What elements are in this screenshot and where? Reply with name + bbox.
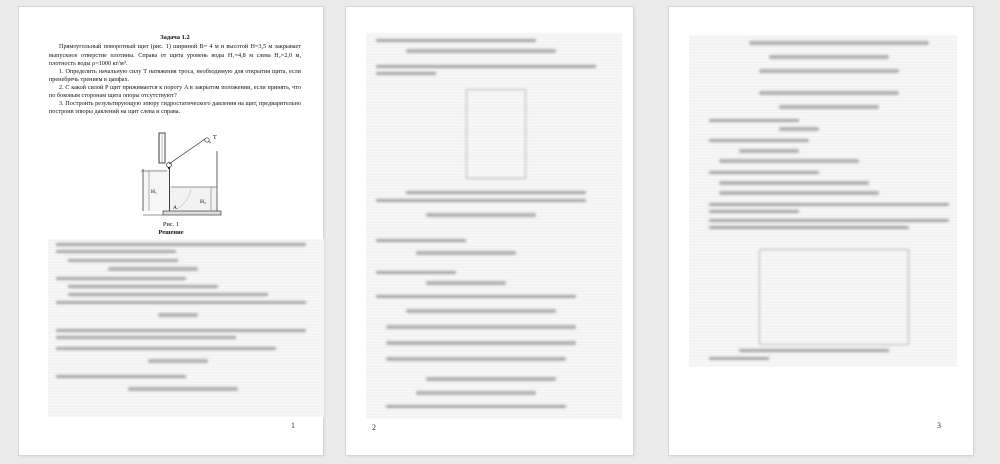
problem-paragraph: 2. С какой силой P щит прижимается к порогу A в закрытом положении, если принять, что по боковым сторонам щита опоры отсутствуют? <box>49 83 301 99</box>
page-number: 1 <box>291 421 295 430</box>
problem-statement <box>49 34 301 116</box>
problem-paragraph: Прямоугольный поворотный щит (рис. 1) шириной B= 4 м и высотой H=3,5 м закрывает выпускное отверстие плотины. Справа от щита уровень воды H₁=4,8 м слева H₂=2,0 м, плотность воды ρ=1000 кг/м³. <box>49 43 301 67</box>
figure-caption: Рис. 1 <box>162 221 180 228</box>
page2-content-blurred <box>366 33 622 419</box>
problem-paragraph: 1. Определить начальную силу T натяжения троса, необходимую для открытия щита, если пренебречь трением в цапфах. <box>49 67 301 83</box>
cable <box>169 139 211 164</box>
h1-label: H₁ <box>151 189 157 195</box>
solution-text-blurred <box>48 239 324 417</box>
t-label: T <box>213 135 217 141</box>
document-page-2 <box>346 7 633 455</box>
page3-content-blurred <box>689 35 957 367</box>
h2-label: H₂ <box>200 199 206 205</box>
problem-paragraph: 3. Построить результирующую эпюру гидростатического давления на щит, предварительно построив эпюры давлений на щит слева и справа. <box>49 99 301 115</box>
page-number: 3 <box>937 421 941 430</box>
document-page-3 <box>669 7 973 455</box>
solution-heading: Решение <box>158 229 184 236</box>
a-label: A <box>173 205 177 211</box>
sill <box>163 211 221 215</box>
gate-figure <box>137 131 227 223</box>
problem-title: Задача 1.2 <box>160 34 190 41</box>
hinge <box>167 163 172 168</box>
document-page-1 <box>19 7 323 455</box>
page-number: 2 <box>372 423 376 432</box>
